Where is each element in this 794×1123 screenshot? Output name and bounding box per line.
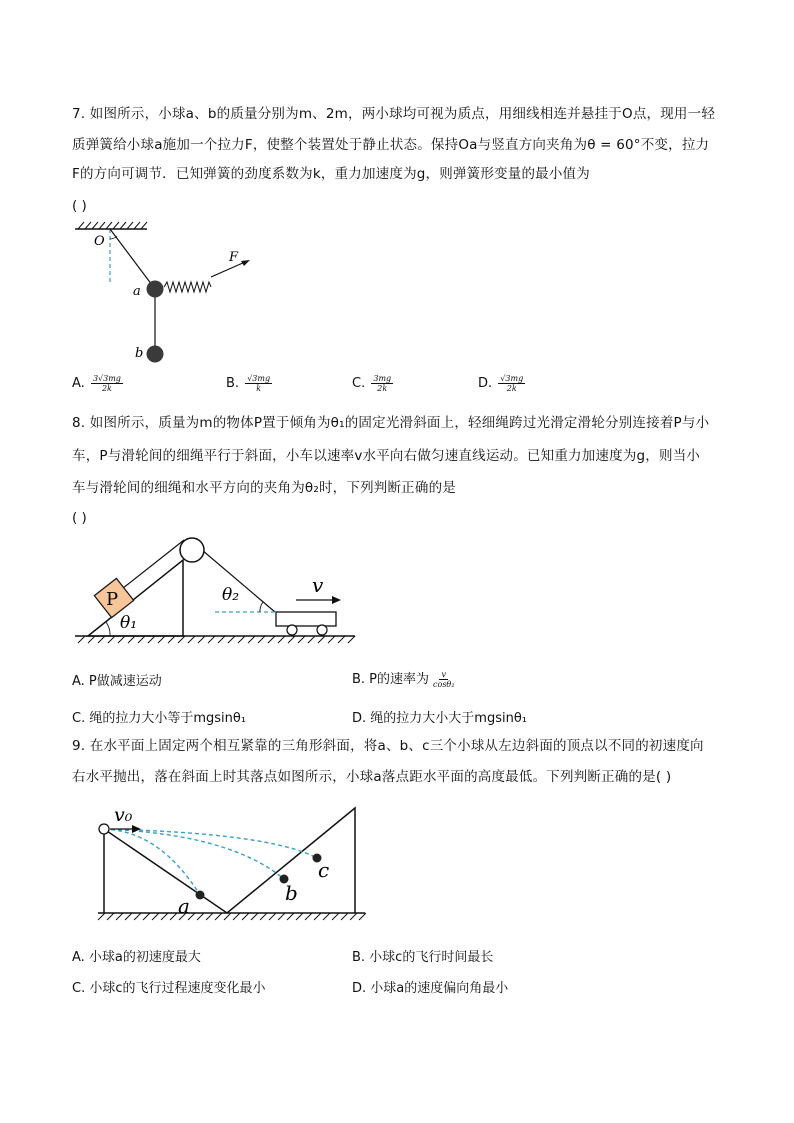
q7-option-a-letter: A. xyxy=(72,376,85,391)
q7-option-c-frac xyxy=(371,374,393,393)
q9-label-a: a xyxy=(178,894,190,918)
q7-text-line-1: 7. 如图所示，小球a、b的质量分别为m、2m，两小球均可视为质点，用细线相连并悬挂于O点，现用一轻 xyxy=(72,106,716,122)
q7-option-c[interactable] xyxy=(352,374,393,393)
q7-force-arrow xyxy=(211,262,245,277)
q9-label-b: b xyxy=(285,881,298,905)
q8-option-b-den: cosθ₂ xyxy=(433,680,455,689)
q8-option-a[interactable]: A. P做减速运动 xyxy=(72,674,162,689)
q9-label-v0: v₀ xyxy=(114,804,133,826)
q8-option-c[interactable]: C. 绳的拉力大小等于mgsinθ₁ xyxy=(72,711,247,726)
q7-option-d-num: √3mg xyxy=(500,374,524,383)
q8-cart-wheel-right xyxy=(317,625,327,635)
q7-option-b-frac xyxy=(245,374,272,393)
q9-option-b[interactable]: B. 小球c的飞行时间最长 xyxy=(352,950,494,965)
q8-option-b-prefix: B. P的速率为 xyxy=(352,672,430,687)
q8-label-p: P xyxy=(106,589,119,610)
q7-force-arrowhead xyxy=(241,260,250,266)
q8-text-line-2: 车，P与滑轮间的细绳平行于斜面，小车以速率v水平向右做匀速直线运动。已知重力加速度为g，则当小 xyxy=(72,448,701,464)
q7-option-d-letter: D. xyxy=(478,376,493,391)
q7-option-a[interactable] xyxy=(72,374,123,393)
q8-text-line-3: 车与滑轮间的细绳和水平方向的夹角为θ₂时，下列判断正确的是 xyxy=(72,480,456,496)
q9-option-c[interactable]: C. 小球c的飞行过程速度变化最小 xyxy=(72,981,266,996)
q8-option-b[interactable] xyxy=(352,668,456,689)
q9-text-line-1: 9. 在水平面上固定两个相互紧靠的三角形斜面，将a、b、c三个小球从左边斜面的顶点以不同的初速度向 xyxy=(72,738,704,754)
q7-option-c-num: 3mg xyxy=(373,374,392,383)
q9-trajectory-b xyxy=(104,829,284,879)
q8-theta1-arc xyxy=(106,622,110,636)
q9-ground-hatch xyxy=(98,913,366,920)
q8-cart-wheel-left xyxy=(287,625,297,635)
q7-option-b-letter: B. xyxy=(226,376,240,391)
q7-option-a-den: 2k xyxy=(101,384,112,393)
q8-answer-paren: ( ) xyxy=(72,510,87,526)
q7-figure xyxy=(70,215,270,370)
q7-option-c-letter: C. xyxy=(352,376,366,391)
q8-ground-hatch xyxy=(78,636,355,643)
q7-thread-oa xyxy=(110,229,155,289)
q8-label-theta2: θ₂ xyxy=(222,585,240,605)
q8-cart-body xyxy=(276,612,336,626)
q9-figure xyxy=(90,800,380,930)
q7-text-line-2: 质弹簧给小球a施加一个拉力F，使整个装置处于静止状态。保持Oa与竖直方向夹角为θ = 60°不变，拉力 xyxy=(72,137,710,153)
q7-option-c-den: 2k xyxy=(377,384,388,393)
q7-option-b[interactable] xyxy=(226,374,272,393)
q7-label-a: a xyxy=(133,284,141,299)
q8-label-v: v xyxy=(312,573,324,597)
q7-option-d-den: 2k xyxy=(506,384,517,393)
q7-option-a-frac xyxy=(91,374,123,393)
q8-theta2-arc xyxy=(260,602,263,612)
q9-launch-ball xyxy=(99,824,109,834)
q7-ceiling-hatch xyxy=(78,222,147,229)
q8-velocity-arrowhead xyxy=(332,596,341,604)
q9-label-c: c xyxy=(318,858,330,882)
q9-option-d[interactable]: D. 小球a的速度偏向角最小 xyxy=(352,981,509,996)
q8-label-theta1: θ₁ xyxy=(120,613,138,633)
q7-spring xyxy=(164,282,211,292)
q7-label-f: F xyxy=(229,250,239,265)
q7-option-a-num: 3√3mg xyxy=(92,374,121,383)
q7-option-b-den: k xyxy=(256,384,262,393)
q7-option-d[interactable] xyxy=(478,374,525,393)
q8-pulley xyxy=(180,538,204,562)
q7-ball-a xyxy=(147,281,164,298)
q8-option-b-frac xyxy=(431,670,456,689)
q9-ball-a xyxy=(196,891,205,900)
q8-figure xyxy=(70,530,360,660)
q8-option-d[interactable]: D. 绳的拉力大小大于mgsinθ₁ xyxy=(352,711,527,726)
q7-option-d-frac xyxy=(498,374,525,393)
q9-option-a[interactable]: A. 小球a的初速度最大 xyxy=(72,950,201,965)
q8-text-line-1: 8. 如图所示，质量为m的物体P置于倾角为θ₁的固定光滑斜面上，轻细绳跨过光滑定滑轮分别连接着P与小 xyxy=(72,415,710,431)
q7-text-line-3: F的方向可调节．已知弹簧的劲度系数为k，重力加速度为g，则弹簧形变量的最小值为 xyxy=(72,166,590,182)
q9-text-line-2: 右水平抛出，落在斜面上时其落点如图所示，小球a落点距水平面的高度最低。下列判断正确的是( ) xyxy=(72,769,672,785)
q7-label-b: b xyxy=(135,346,144,361)
q7-label-o: O xyxy=(94,234,105,249)
q7-ball-b xyxy=(147,346,164,363)
q7-option-b-num: √3mg xyxy=(247,374,271,383)
q8-option-b-num: v xyxy=(441,670,447,679)
q7-answer-paren: ( ) xyxy=(72,198,87,214)
